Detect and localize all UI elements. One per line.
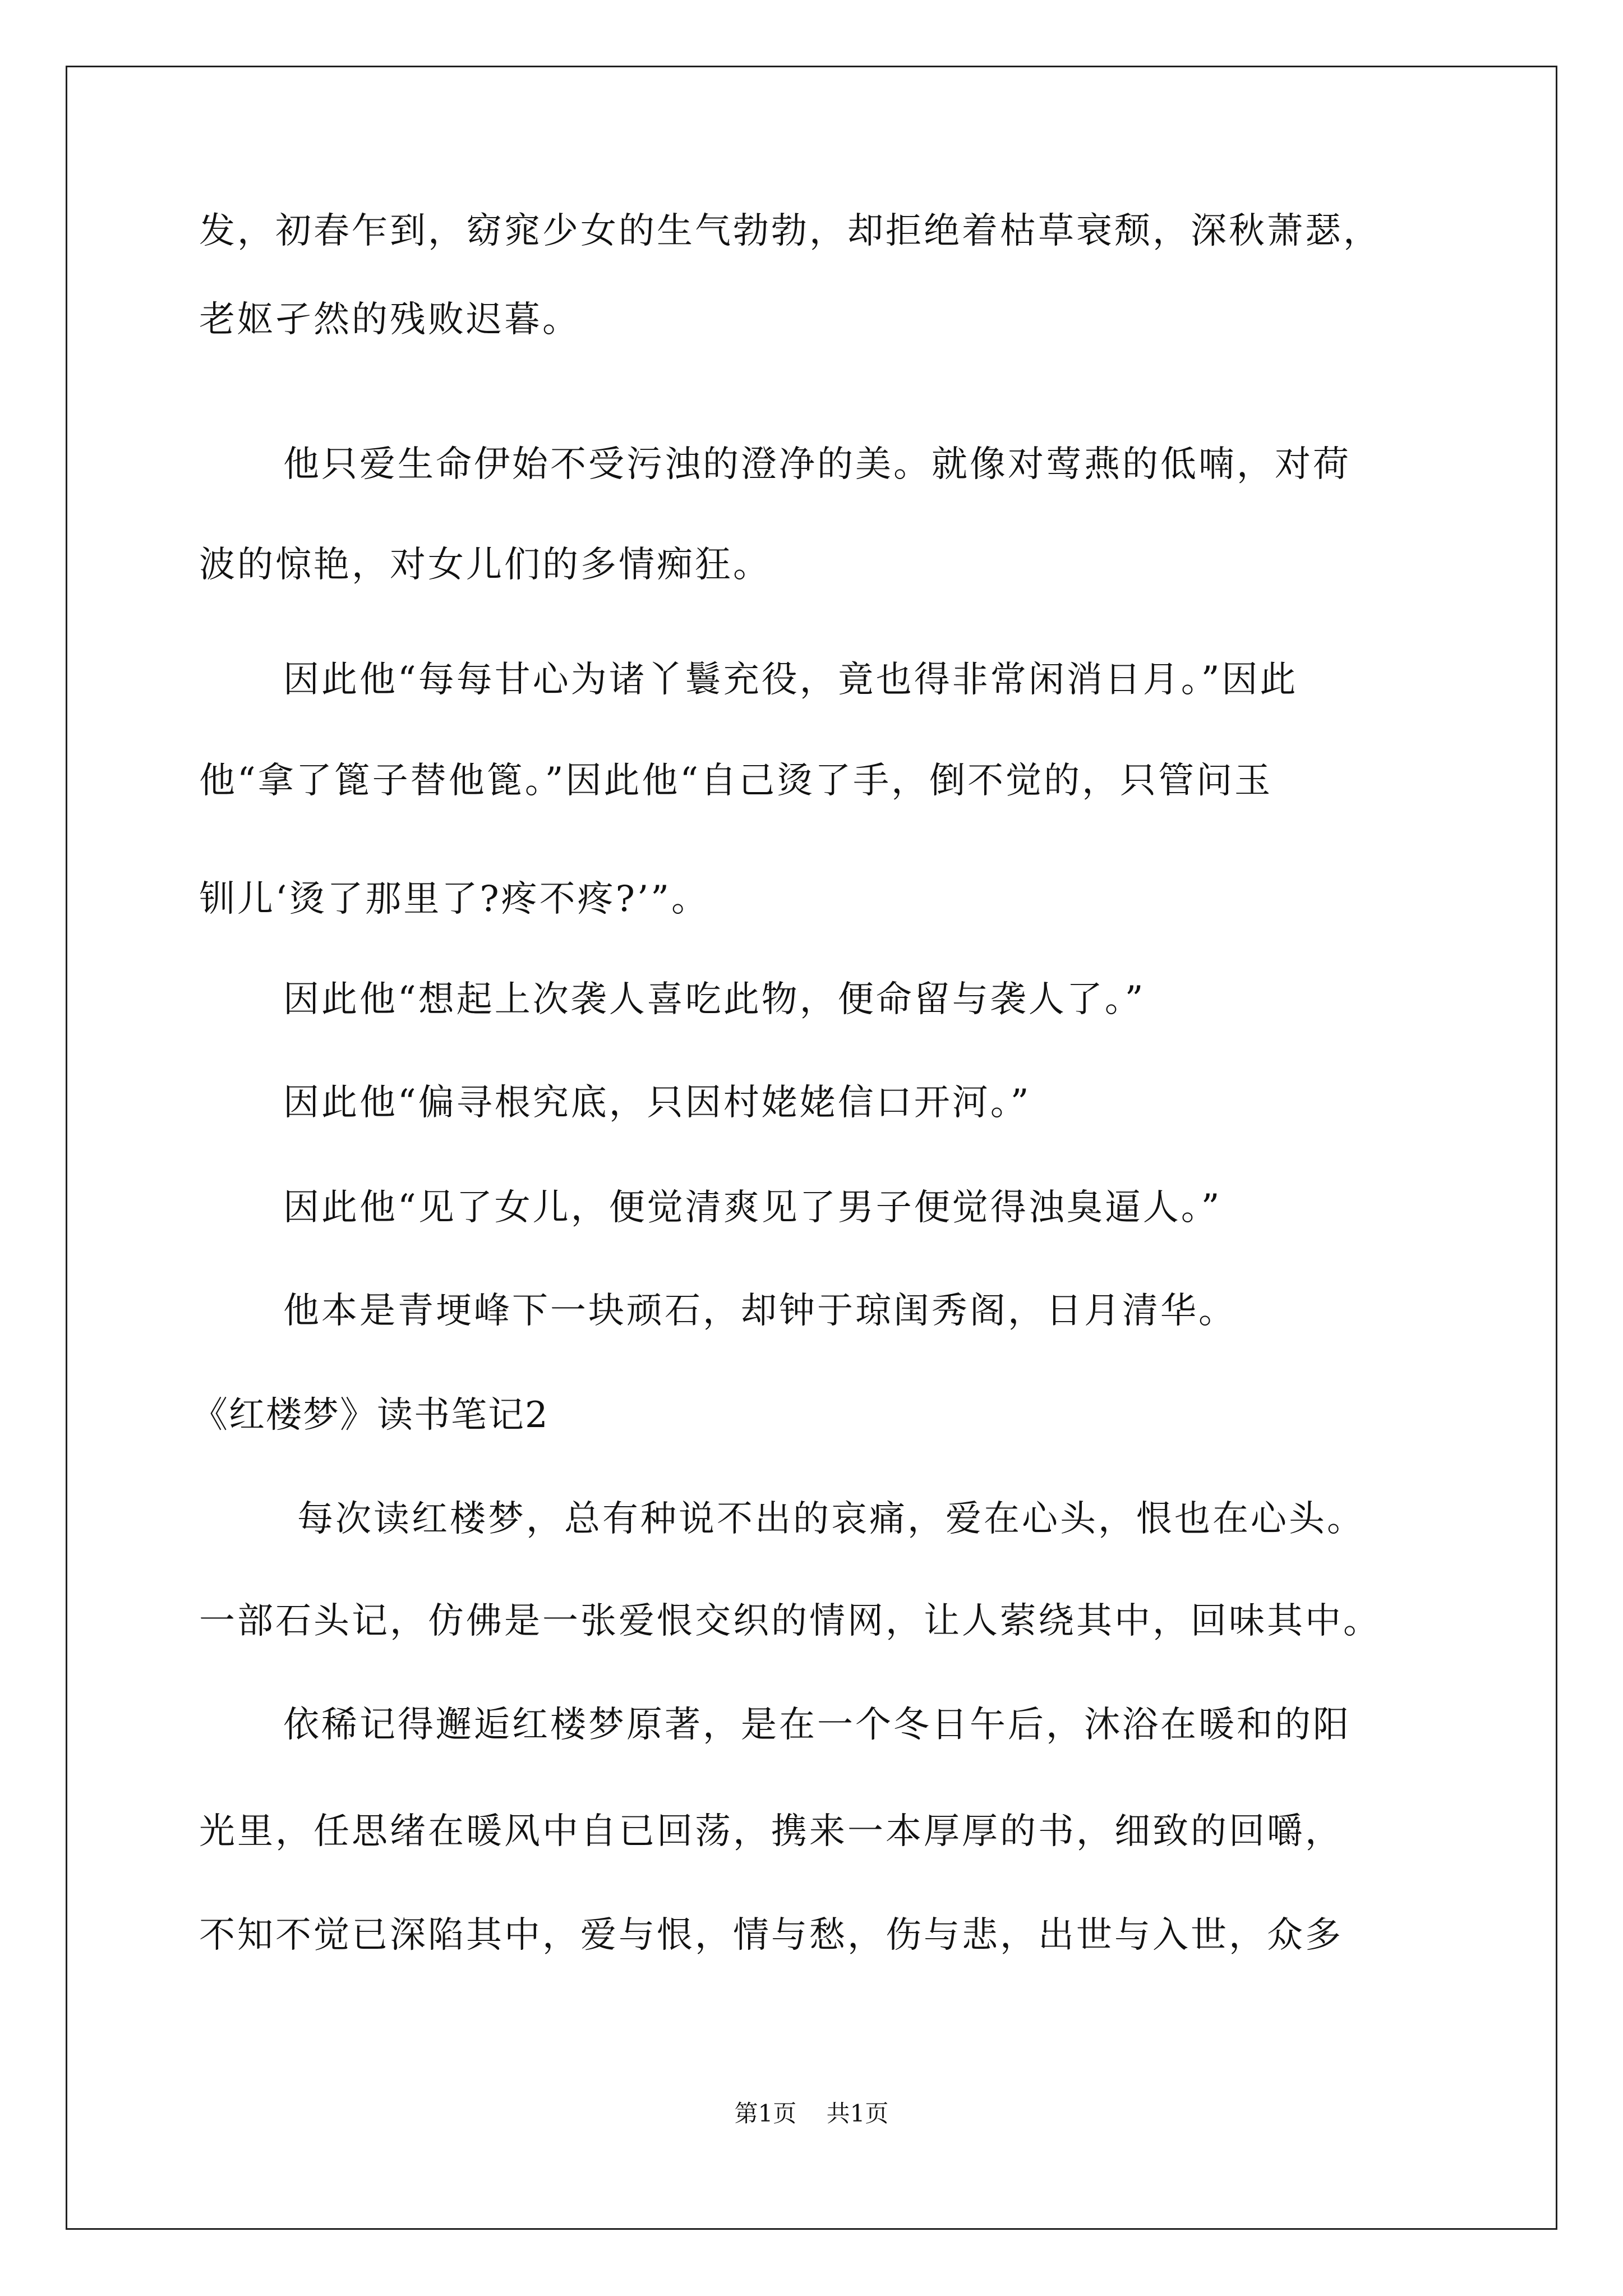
page-border: [66, 66, 1557, 2230]
text-line: 老妪孑然的残败迟暮。: [199, 299, 580, 341]
text-line: 他本是青埂峰下一块顽石，却钟于琼闺秀阁，日月清华。: [283, 1290, 1237, 1332]
text-line: 因此他“每每甘心为诸丫鬟充役，竟也得非常闲消日月。”因此: [283, 659, 1298, 701]
text-line: 钏儿‘烫了那里了?疼不疼?’”。: [199, 878, 710, 920]
text-line: 每次读红楼梦，总有种说不出的哀痛，爱在心头，恨也在心头。: [297, 1498, 1365, 1540]
text-line: 一部石头记，仿佛是一张爱恨交织的情网，让人萦绕其中，回味其中。: [199, 1600, 1381, 1642]
text-line: 因此他“想起上次袭人喜吃此物，便命留与袭人了。”: [283, 979, 1146, 1020]
text-line: 他“拿了篦子替他篦。”因此他“自己烫了手，倒不觉的，只管问玉: [199, 760, 1273, 802]
text-line: 发，初春乍到，窈窕少女的生气勃勃，却拒绝着枯草衰颓，深秋萧瑟，: [199, 210, 1381, 252]
text-line: 因此他“见了女儿，便觉清爽见了男子便觉得浊臭逼人。”: [283, 1187, 1222, 1228]
text-line: 他只爱生命伊始不受污浊的澄净的美。就像对莺燕的低喃，对荷: [283, 444, 1351, 485]
text-line: 波的惊艳，对女儿们的多情痴狂。: [199, 544, 771, 586]
text-line: 依稀记得邂逅红楼梦原著，是在一个冬日午后，沐浴在暖和的阳: [283, 1704, 1351, 1746]
text-line: 因此他“偏寻根究底，只因村姥姥信口开河。”: [283, 1082, 1031, 1124]
section-heading: 《红楼梦》读书笔记2: [192, 1395, 549, 1436]
page-footer: 第1页 共1页: [734, 2100, 889, 2127]
text-line: 光里，任思绪在暖风中自已回荡，携来一本厚厚的书，细致的回嚼，: [199, 1811, 1343, 1852]
text-line: 不知不觉已深陷其中，爱与恨，情与愁，伤与悲，出世与入世，众多: [199, 1915, 1343, 1956]
